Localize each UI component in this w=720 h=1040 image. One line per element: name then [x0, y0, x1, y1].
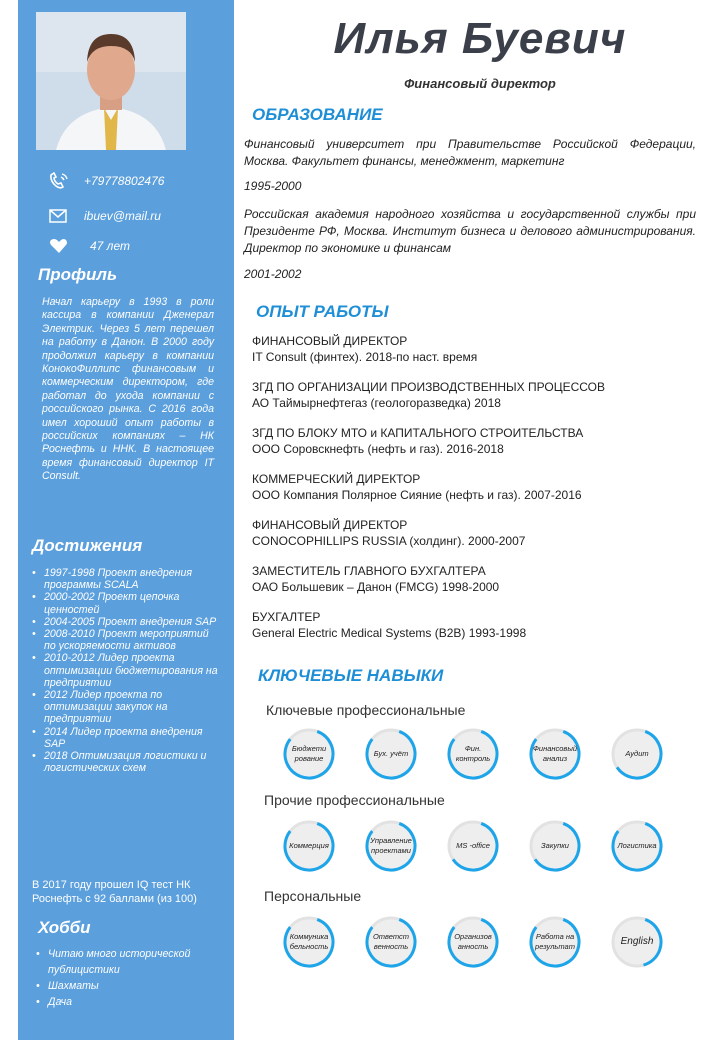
skill-label: Финансовый анализ	[532, 744, 578, 763]
education-years-1: 1995-2000	[244, 179, 302, 193]
skill-circle	[446, 819, 500, 873]
age: 47 лет	[90, 239, 130, 253]
list-item: • 2004-2005 Проект внедрения SAP	[26, 616, 222, 628]
job-company: General Electric Medical Systems (B2B) 1993-1998	[252, 626, 527, 640]
job-position: БУХГАЛТЕР	[252, 610, 321, 624]
hobbies-heading: Хобби	[38, 918, 91, 937]
job-entry	[252, 517, 692, 549]
job-company: АО Таймырнефтегаз (геологоразведка) 2018	[252, 396, 501, 410]
job-position: ЗГД ПО ОРГАНИЗАЦИИ ПРОИЗВОДСТВЕННЫХ ПРОЦЕССОВ	[252, 380, 605, 394]
profile-photo	[36, 12, 186, 150]
list-item: • 2000-2002 Проект цепочка ценностей	[26, 591, 222, 615]
skill-circle	[282, 727, 336, 781]
skill-label: Бюджети рование	[291, 744, 327, 763]
skill-label: Коммуника бельность	[289, 932, 329, 951]
phone-number: +79778802476	[84, 174, 165, 188]
job-position: ФИНАНСОВЫЙ ДИРЕКТОР	[252, 518, 408, 532]
job-position: ЗГД ПО БЛОКУ МТО и КАПИТАЛЬНОГО СТРОИТЕЛЬСТВА	[252, 426, 584, 440]
skill-circle	[610, 915, 664, 969]
skill-circle	[528, 915, 582, 969]
job-entry	[252, 425, 692, 457]
list-item: • 2008-2010 Проект мероприятий по ускоряемости активов	[26, 628, 222, 652]
skill-label: Организов анность	[454, 932, 492, 951]
skill-label: Бух. учёт	[373, 749, 409, 758]
skill-label: Аудит	[625, 749, 649, 758]
achievements-heading: Достижения	[32, 536, 143, 555]
job-entry	[252, 333, 692, 365]
education-years-2: 2001-2002	[244, 267, 302, 281]
profile-text: Начал карьеру в 1993 в роли кассира в компании Дженерал Электрик. Через 5 лет перешел на работу в Данон. В 2000 году продолжил карьеру в компании КонокоФиллипс финансовым и коммерческим директором, где работал до ухода компании с российского рынка. С 2016 года имел хороший опыт работы в российских компаниях – НК Роснефть и ННК. В настоящее время финансовый директор IT Consult.	[42, 296, 214, 483]
job-company: ООО Соровскнефть (нефть и газ). 2016-2018	[252, 442, 504, 456]
skill-label: Логистика	[617, 841, 657, 850]
job-entry	[252, 379, 692, 411]
envelope-icon	[48, 208, 70, 224]
skill-circle	[528, 819, 582, 873]
list-item: • Дача	[30, 994, 210, 1010]
list-item: • 2018 Оптимизация логистики и логистических схем	[26, 750, 222, 774]
experience-heading: ОПЫТ РАБОТЫ	[256, 302, 389, 321]
hobbies-list	[30, 946, 210, 1010]
skill-circle	[364, 819, 418, 873]
skill-group-title: Прочие профессиональные	[264, 792, 445, 808]
achievements-list	[26, 567, 222, 774]
skill-circle	[610, 727, 664, 781]
heart-icon	[48, 238, 70, 254]
list-item: • 2012 Лидер проекта по оптимизации закупок на предприятии	[26, 689, 222, 726]
list-item: • 1997-1998 Проект внедрения программы SCALA	[26, 567, 222, 591]
skill-label: Работа на результат	[535, 932, 575, 951]
education-entry-1: Финансовый университет при Правительстве Российской Федерации, Москва. Факультет финансы, менеджмент, маркетинг	[244, 137, 696, 168]
skills-heading: КЛЮЧЕВЫЕ НАВЫКИ	[258, 666, 444, 685]
skill-label: English	[620, 936, 654, 947]
skill-label: MS -office	[456, 841, 490, 850]
skill-circle	[446, 727, 500, 781]
skill-circle	[610, 819, 664, 873]
job-entry	[252, 471, 692, 503]
skill-circle	[282, 819, 336, 873]
job-entry	[252, 609, 692, 641]
skill-group-title: Персональные	[264, 888, 362, 904]
skill-group-title: Ключевые профессиональные	[266, 702, 466, 718]
full-name: Илья Буевич	[333, 14, 627, 63]
list-item: • Читаю много исторической публицистики	[30, 946, 210, 978]
job-position: ФИНАНСОВЫЙ ДИРЕКТОР	[252, 334, 408, 348]
skill-circle	[364, 915, 418, 969]
job-entry	[252, 563, 692, 595]
phone-icon	[48, 172, 70, 188]
job-title: Финансовый директор	[404, 76, 556, 91]
education-entry-2: Российская академия народного хозяйства и государственной службы при Президенте РФ, Москва. Институт бизнеса и делового администрирования. Директор по экономике и финансам	[244, 207, 696, 255]
profile-heading: Профиль	[38, 265, 118, 284]
job-company: ОАО Большевик – Данон (FMCG) 1998-2000	[252, 580, 500, 594]
skill-circle	[446, 915, 500, 969]
job-position: ЗАМЕСТИТЕЛЬ ГЛАВНОГО БУХГАЛТЕРА	[252, 564, 486, 578]
list-item: • Шахматы	[30, 978, 210, 994]
skill-label: Управление проектами	[370, 836, 412, 855]
skill-label: Закупки	[541, 841, 569, 850]
email-address: ibuev@mail.ru	[84, 209, 161, 223]
job-company: CONOCOPHILLIPS RUSSIA (холдинг). 2000-2007	[252, 534, 526, 548]
skill-label: Ответст венность	[372, 932, 410, 951]
list-item: • 2010-2012 Лидер проекта оптимизации бюджетирования на предприятии	[26, 652, 222, 689]
skill-circle	[282, 915, 336, 969]
skill-label: Фин. контроль	[455, 744, 491, 763]
education-heading: ОБРАЗОВАНИЕ	[252, 105, 383, 124]
skill-circle	[364, 727, 418, 781]
job-company: IT Consult (финтех). 2018-по наст. время	[252, 350, 478, 364]
list-item: • 2014 Лидер проекта внедрения SAP	[26, 726, 222, 750]
job-company: ООО Компания Полярное Сияние (нефть и газ). 2007-2016	[252, 488, 582, 502]
iq-note: В 2017 году прошел IQ тест НК Роснефть с 92 баллами (из 100)	[32, 879, 197, 905]
skill-circle	[528, 727, 582, 781]
skill-label: Коммерция	[289, 841, 329, 850]
job-position: КОММЕРЧЕСКИЙ ДИРЕКТОР	[252, 472, 421, 486]
